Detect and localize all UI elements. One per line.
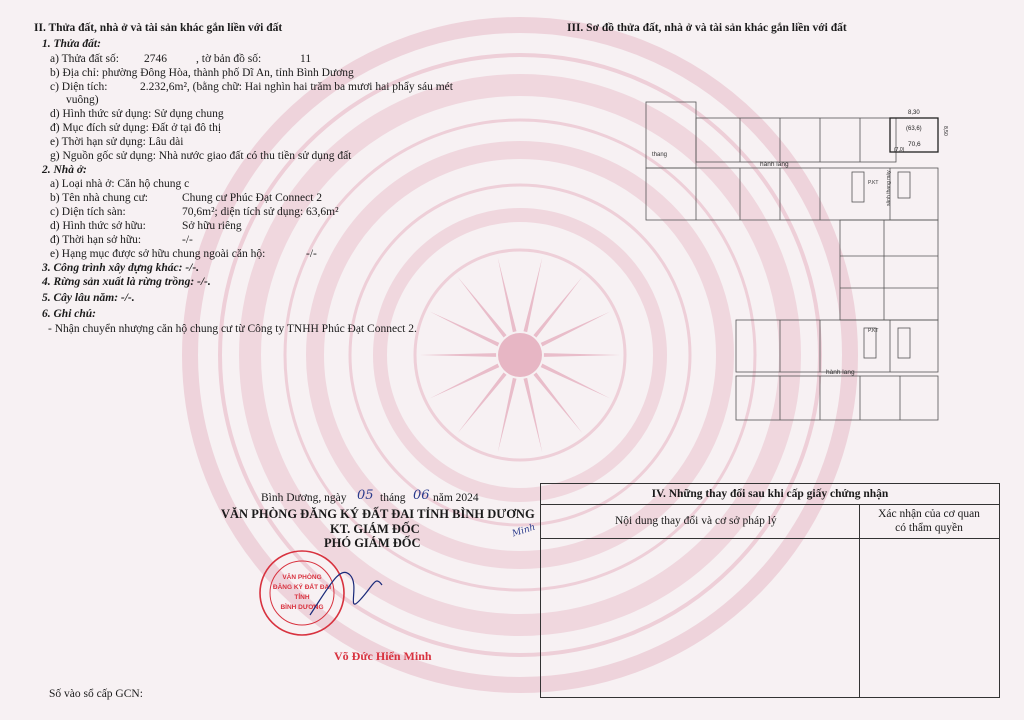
corridor-label-lower: hành lang xyxy=(826,369,855,376)
floor-area-label: c) Diện tích sàn: xyxy=(50,206,126,218)
building-name-label: b) Tên nhà chung cư: xyxy=(50,192,148,204)
dim-side: 8,50 xyxy=(942,126,948,136)
date-day: 05 xyxy=(357,488,374,503)
col-change-content: Nội dung thay đổi và cơ sở pháp lý xyxy=(615,515,777,527)
ownership-term-label: đ) Thời hạn sở hữu: xyxy=(50,234,142,246)
register-number-label: Số vào sổ cấp GCN: xyxy=(49,688,143,700)
changes-table-header xyxy=(541,484,999,505)
area-label: c) Diện tích: xyxy=(50,81,108,93)
changes-table xyxy=(540,483,1000,698)
map-label: , tờ bản đồ số: xyxy=(196,53,262,65)
item-3: 3. Công trình xây dựng khác: -/-. xyxy=(42,262,200,274)
house-type: a) Loại nhà ở: Căn hộ chung c xyxy=(50,178,190,190)
use-form: d) Hình thức sử dụng: Sử dụng chung xyxy=(50,108,224,120)
dim-use-area: (63,6) xyxy=(906,126,922,132)
section-3-heading: III. Sơ đồ thửa đất, nhà ở và tài sản khác gắn liền với đất xyxy=(567,22,847,34)
parcel-number: 2746 xyxy=(144,53,167,65)
common-items: -/- xyxy=(306,248,317,260)
stamp-line-4: BÌNH DƯƠNG xyxy=(280,604,324,611)
dim-top: 8,30 xyxy=(908,110,920,116)
corridor-label-upper: hành lang xyxy=(760,161,789,168)
item-5: 5. Cây lâu năm: -/-. xyxy=(42,292,135,304)
ownership-form-label: d) Hình thức sở hữu: xyxy=(50,220,146,232)
ownership-form: Sở hữu riêng xyxy=(182,220,242,232)
section-2-heading: II. Thửa đất, nhà ở và tài sản khác gắn liền với đất xyxy=(34,22,283,34)
floor-plan-diagram xyxy=(640,96,956,424)
office-name: VĂN PHÒNG ĐĂNG KÝ ĐẤT ĐAI TỈNH BÌNH DƯƠNG xyxy=(221,507,535,521)
note-text: - Nhận chuyển nhượng căn hộ chung cư từ Công ty TNHH Phúc Đạt Connect 2. xyxy=(48,323,417,335)
dim-floor-area: 70,6 xyxy=(908,141,921,148)
use-term: e) Thời hạn sử dụng: Lâu dài xyxy=(50,136,184,148)
stamp-line-2: ĐĂNG KÝ ĐẤT ĐAI xyxy=(272,584,332,591)
address: b) Địa chỉ: phường Đông Hòa, thành phố Dĩ An, tỉnh Bình Dương xyxy=(50,67,354,79)
common-items-label: e) Hạng mục được sở hữu chung ngoài căn hộ: xyxy=(50,248,266,260)
official-stamp xyxy=(250,545,410,645)
header-row-divider xyxy=(541,538,999,539)
floor-area: 70,6m²; diện tích sử dụng: 63,6m² xyxy=(182,206,339,218)
elevator-lobby-label: sảnh thang máy xyxy=(886,170,892,206)
dim-paren2: (7,0) xyxy=(894,147,905,153)
month-label: tháng xyxy=(380,492,406,504)
stair-label: thang xyxy=(652,152,668,158)
col-authority-line1: Xác nhận của cơ quan xyxy=(878,508,980,520)
signer-name: Võ Đức Hiển Minh xyxy=(334,649,432,663)
ownership-term: -/- xyxy=(182,234,193,246)
date-month: 06 xyxy=(413,488,430,503)
use-purpose: đ) Mục đích sử dụng: Đất ở tại đô thị xyxy=(50,122,222,134)
area-value-cont: vuông) xyxy=(66,94,99,106)
deputy-director: PHÓ GIÁM ĐỐC xyxy=(324,536,421,550)
map-number: 11 xyxy=(300,53,312,65)
year-label: năm 2024 xyxy=(433,492,479,504)
house-title: 2. Nhà ở: xyxy=(42,164,87,176)
land-title: 1. Thửa đất: xyxy=(42,38,101,50)
area-value: 2.232,6m², (bằng chữ: Hai nghìn hai trăm ba mươi hai phẩy sáu mét xyxy=(140,81,453,93)
section-4-heading: IV. Những thay đổi sau khi cấp giấy chứng nhận xyxy=(651,488,889,500)
item-6: 6. Ghi chú: xyxy=(42,308,96,320)
stamp-line-3: TỈNH xyxy=(294,594,310,601)
shaft-label-lower: P.KT xyxy=(868,328,879,334)
item-4: 4. Rừng sản xuất là rừng trồng: -/-. xyxy=(42,276,211,288)
parcel-label: a) Thửa đất số: xyxy=(50,53,119,65)
initials: Minh xyxy=(511,522,537,540)
kt-director: KT. GIÁM ĐỐC xyxy=(330,522,420,536)
building-name: Chung cư Phúc Đạt Connect 2 xyxy=(182,192,323,204)
col-authority-line2: có thẩm quyền xyxy=(895,522,963,534)
stamp-line-1: VĂN PHÒNG xyxy=(282,574,322,581)
shaft-label-upper: P.KT xyxy=(868,180,879,186)
use-origin: g) Nguồn gốc sử dụng: Nhà nước giao đất có thu tiền sử dụng đất xyxy=(50,150,352,162)
place-date-label: Bình Dương, ngày xyxy=(261,492,347,504)
